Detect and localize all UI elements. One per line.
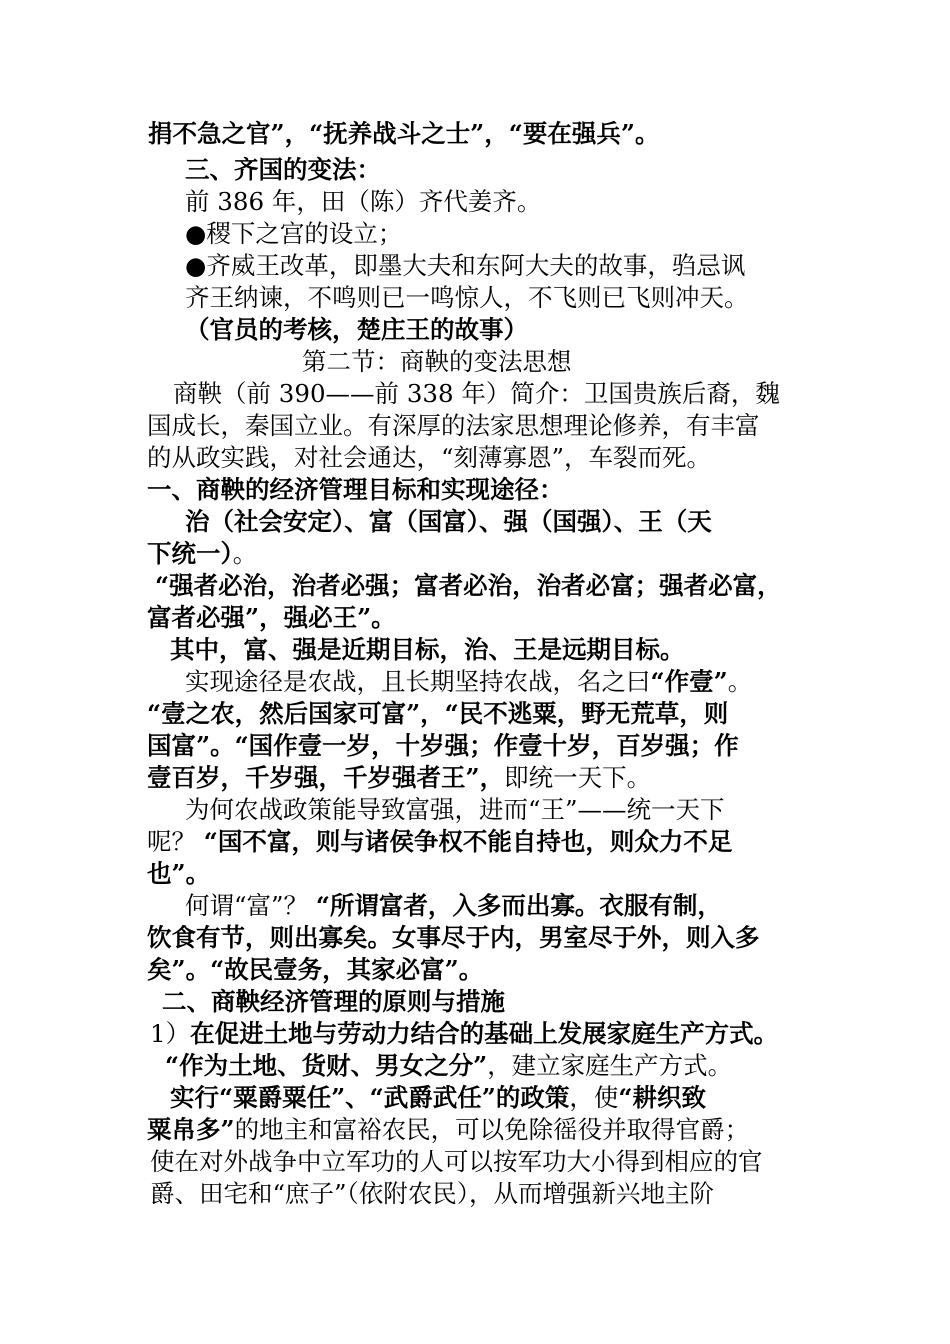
bold-text: “作壹” [650,667,728,696]
text-line [165,1050,732,1082]
body-text: ●稷下之宫的设立； [185,219,403,248]
text-line [185,154,381,186]
bold-text: 捐不急之官”，“抚养战斗之士”，“要在强兵”。 [148,119,660,148]
text-line [148,118,659,150]
bold-text: 二、商鞅经济管理的原则与措施 [162,987,505,1016]
text-line [147,826,732,858]
bold-text: 饮食有节，则出寡矣。女事尽于内，男室尽于外，则入多 [147,923,760,952]
text-line [185,218,402,250]
body-text: 齐王纳谏，不鸣则已一鸣惊人，不飞则已飞则冲天。 [185,283,749,312]
bold-text: 矣”。“故民壹务，其家必富”。 [147,955,484,984]
body-text: ，建立家庭生产方式。 [487,1051,733,1080]
body-text: 使在对外战争中立军功的人可以按军功大小得到相应的官 [150,1147,763,1176]
text-line [147,538,257,570]
body-text: 实现途径是农战，且长期坚持农战，名之曰 [185,667,651,696]
text-line [185,282,749,314]
text-line [150,1146,763,1178]
text-line [150,1178,714,1210]
bold-text: 其中，富、强是近期目标，治、王是远期目标。 [170,635,685,664]
body-text: ，使 [569,1083,619,1112]
body-text: 为何农战政策能导致富强，进而“王”——统一天下 [185,795,725,824]
bold-text: “作为土地、货财、男女之分” [165,1051,488,1080]
bold-text: “壹之农，然后国家可富”，“民不逃粟，野无荒草，则 [147,699,729,728]
body-text: 爵、田宅和“庶子”（依附农民），从而增强新兴地主阶 [150,1179,715,1208]
bold-text: 也”。 [147,859,211,888]
body-text: 前 386 年，田（陈）齐代姜齐。 [185,187,542,216]
text-line [147,698,728,730]
bold-text: 国富”。“国作壹一岁，十岁强；作壹十岁，百岁强；作 [147,731,739,760]
bold-text: （官员的考核，楚庄王的故事） [185,315,528,344]
body-text: 。 [727,667,753,696]
bold-text: 壹百岁，千岁强，千岁强者王”， [147,763,505,792]
bold-text: 治（社会安定）、富（国富）、强（国强）、王（天 [185,507,712,536]
text-line [147,858,210,890]
body-text: 国成长，秦国立业。有深厚的法家思想理论修养，有丰富 [147,411,760,440]
text-line [147,442,711,474]
bold-text: “耕织致 [618,1083,706,1112]
body-text: 第二节：商鞅的变法思想 [302,347,572,376]
bold-text: 在促进土地与劳动力结合的基础上发展家庭生产方式。 [190,1019,779,1048]
text-line [147,954,483,986]
bold-text: 下统一） [147,539,233,568]
text-line [185,794,725,826]
body-text: 的从政实践，对社会通达，“刻薄寡恩”，车裂而死。 [147,443,712,472]
text-line [147,922,760,954]
bold-text: “所谓富者，入多而出寡。衣服有制， [315,891,722,920]
body-text: 呢？ [147,827,204,856]
text-line [150,1018,778,1050]
text-line [147,762,651,794]
body-text: 1） [150,1019,191,1048]
text-line [162,986,505,1018]
body-text: 商鞅（前 390——前 338 年）简介：卫国贵族后裔，魏 [173,379,780,408]
body-text: ●齐威王改革，即墨大夫和东阿大夫的故事，驺忌讽 [185,251,746,280]
body-text: 的地主和富裕农民，可以免除徭役并取得官爵； [234,1115,750,1144]
text-line [173,378,780,410]
bold-text: “强者必治，治者必强；富者必治，治者必富；强者必富， [155,571,782,600]
text-line [170,1082,706,1114]
text-line [155,570,782,602]
body-text: 。 [232,539,258,568]
bold-text: 粟帛多” [147,1115,235,1144]
text-line [185,666,752,698]
text-line [302,346,572,378]
text-line [147,474,564,506]
body-text: 即统一天下。 [504,763,652,792]
text-line [147,602,396,634]
bold-text: 实行“粟爵粟任”、“武爵武任”的政策 [170,1083,570,1112]
text-line [147,730,739,762]
bold-text: 一、商鞅的经济管理目标和实现途径： [147,475,564,504]
body-text: 何谓“富”？ [185,891,316,920]
text-line [147,410,760,442]
text-line [185,314,528,346]
bold-text: 三、齐国的变法： [185,155,381,184]
text-line [185,186,541,218]
text-line [185,890,722,922]
text-line [185,506,712,538]
text-line [185,250,745,282]
text-line [147,1114,749,1146]
bold-text: 富者必强”，强必王”。 [147,603,396,632]
bold-text: “国不富，则与诸侯争权不能自持也，则众力不足 [203,827,733,856]
text-line [170,634,685,666]
